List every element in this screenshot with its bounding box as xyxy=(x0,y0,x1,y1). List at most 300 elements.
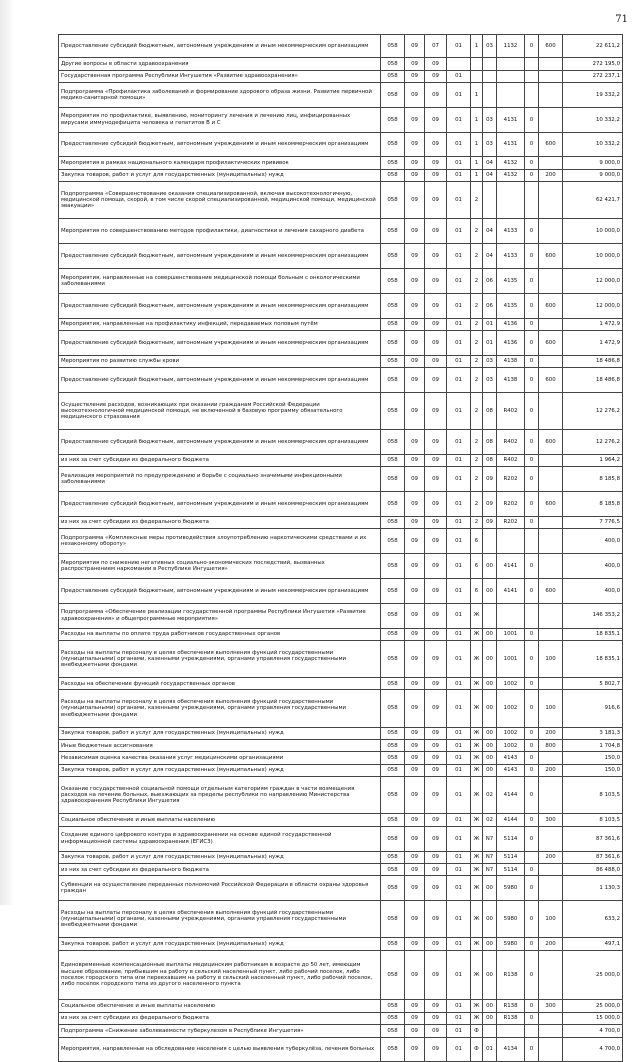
row-p2: Ж xyxy=(471,678,483,690)
row-amount: 15 000,0 xyxy=(563,1012,623,1024)
row-pr: 09 xyxy=(425,1012,447,1024)
row-amount: 1 472,9 xyxy=(563,318,623,330)
row-name: Предоставление субсидий бюджетным, автономным учреждениям и иным некоммерческим организациям xyxy=(59,368,381,393)
row-name: Социальное обеспечение и иные выплаты населению xyxy=(59,814,381,826)
row-p2: Ж xyxy=(471,603,483,628)
row-name: Социальное обеспечение и иные выплаты населению xyxy=(59,1000,381,1012)
row-p3: N7 xyxy=(483,851,497,863)
row-amount: 18 486,8 xyxy=(563,368,623,393)
row-name: Независимая оценка качества оказания услуг медицинскими организациями xyxy=(59,752,381,764)
row-code: 1002 xyxy=(497,678,525,690)
row-pr: 09 xyxy=(425,355,447,367)
row-z xyxy=(525,529,539,554)
row-pr: 09 xyxy=(425,950,447,1000)
row-code: 1001 xyxy=(497,628,525,640)
row-rz: 09 xyxy=(405,107,425,132)
row-p3: 00 xyxy=(483,740,497,752)
row-p1: 01 xyxy=(447,578,471,603)
row-rz: 09 xyxy=(405,851,425,863)
row-kvr: 200 xyxy=(539,851,563,863)
row-p3 xyxy=(483,1025,497,1037)
row-p2 xyxy=(471,58,483,70)
table-row xyxy=(59,578,623,603)
table-row xyxy=(59,268,623,293)
row-p3: 01 xyxy=(483,1037,497,1062)
row-kvr: 200 xyxy=(539,169,563,181)
row-amount: 400,0 xyxy=(563,578,623,603)
row-p1: 01 xyxy=(447,678,471,690)
row-amount: 400,0 xyxy=(563,554,623,579)
row-pr: 09 xyxy=(425,740,447,752)
row-rz: 09 xyxy=(405,467,425,492)
row-code: 4136 xyxy=(497,318,525,330)
row-p3: 08 xyxy=(483,454,497,466)
table-row xyxy=(59,640,623,677)
row-p2: 6 xyxy=(471,554,483,579)
row-p2: Ж xyxy=(471,938,483,950)
row-ved: 058 xyxy=(381,690,405,727)
table-row xyxy=(59,430,623,455)
row-code: R202 xyxy=(497,492,525,517)
row-code: 4131 xyxy=(497,132,525,157)
row-p1: 01 xyxy=(447,169,471,181)
row-p1: 01 xyxy=(447,628,471,640)
row-z: 0 xyxy=(525,764,539,776)
row-ved: 058 xyxy=(381,851,405,863)
row-kvr xyxy=(539,107,563,132)
row-z: 0 xyxy=(525,454,539,466)
row-p1: 01 xyxy=(447,554,471,579)
table-row xyxy=(59,1037,623,1062)
row-p1: 01 xyxy=(447,1037,471,1062)
row-z: 0 xyxy=(525,752,539,764)
row-ved: 058 xyxy=(381,244,405,269)
row-ved: 058 xyxy=(381,603,405,628)
row-p1: 01 xyxy=(447,777,471,814)
row-pr: 09 xyxy=(425,876,447,901)
row-z: 0 xyxy=(525,244,539,269)
row-p1: 01 xyxy=(447,83,471,108)
row-code xyxy=(497,83,525,108)
row-pr: 09 xyxy=(425,169,447,181)
row-pr: 09 xyxy=(425,392,447,429)
row-p2: 2 xyxy=(471,355,483,367)
row-p2: Ж xyxy=(471,640,483,677)
row-rz: 09 xyxy=(405,863,425,875)
row-p2: Ф xyxy=(471,1025,483,1037)
row-kvr xyxy=(539,876,563,901)
row-pr: 09 xyxy=(425,752,447,764)
row-p1: 01 xyxy=(447,70,471,82)
row-ved: 058 xyxy=(381,1012,405,1024)
row-p2: Ж xyxy=(471,901,483,938)
row-ved: 058 xyxy=(381,863,405,875)
row-kvr: 200 xyxy=(539,764,563,776)
row-p3: N7 xyxy=(483,863,497,875)
row-ved: 058 xyxy=(381,70,405,82)
row-p2: 2 xyxy=(471,454,483,466)
row-p3: 02 xyxy=(483,814,497,826)
row-p3: 00 xyxy=(483,640,497,677)
row-name: Предоставление субсидий бюджетным, автономным учреждениям и иным некоммерческим организациям xyxy=(59,293,381,318)
row-kvr: 600 xyxy=(539,368,563,393)
row-p1: 01 xyxy=(447,268,471,293)
row-p1: 01 xyxy=(447,516,471,528)
table-row xyxy=(59,318,623,330)
table-row xyxy=(59,863,623,875)
row-name: Предоставление субсидий бюджетным, автономным учреждениям и иным некоммерческим организациям xyxy=(59,330,381,355)
table-row xyxy=(59,1025,623,1037)
table-row xyxy=(59,107,623,132)
row-name: Предоставление субсидий бюджетным, автономным учреждениям и иным некоммерческим организациям xyxy=(59,578,381,603)
row-rz: 09 xyxy=(405,950,425,1000)
row-rz: 09 xyxy=(405,690,425,727)
row-rz: 09 xyxy=(405,330,425,355)
table-row xyxy=(59,330,623,355)
row-kvr: 600 xyxy=(539,244,563,269)
row-kvr xyxy=(539,554,563,579)
row-p3: N7 xyxy=(483,826,497,851)
row-kvr xyxy=(539,454,563,466)
row-p1 xyxy=(447,58,471,70)
row-amount: 272 195,0 xyxy=(563,58,623,70)
row-name: Расходы на обеспечение функций государственных органов xyxy=(59,678,381,690)
row-rz: 09 xyxy=(405,454,425,466)
row-p2: 6 xyxy=(471,529,483,554)
row-ved: 058 xyxy=(381,35,405,58)
row-code: R202 xyxy=(497,467,525,492)
row-z: 0 xyxy=(525,578,539,603)
row-name: из них за счет субсидии из федерального бюджета xyxy=(59,863,381,875)
row-rz: 09 xyxy=(405,392,425,429)
row-ved: 058 xyxy=(381,1000,405,1012)
row-name: Закупка товаров, работ и услуг для государственных (муниципальных) нужд xyxy=(59,169,381,181)
row-amount: 18 835,1 xyxy=(563,640,623,677)
row-amount: 5 802,7 xyxy=(563,678,623,690)
table-row xyxy=(59,554,623,579)
row-kvr: 600 xyxy=(539,35,563,58)
row-name: Подпрограмма «Совершенствование оказания специализированной, включая высокотехнологичную, медицинской помощи, скорой, в том числе скорой специализированной, медицинской помощи, медицинской эвакуации» xyxy=(59,182,381,219)
row-rz: 09 xyxy=(405,764,425,776)
row-z: 0 xyxy=(525,368,539,393)
row-name: Оказание государственной социальной помощи отдельным категориям граждан в части возмещения расходов на лечение больных, выезжающих за пределы республики по направлению Министерства здравоохранения Республики Ингушетия xyxy=(59,777,381,814)
row-p3: 03 xyxy=(483,355,497,367)
row-ved: 058 xyxy=(381,740,405,752)
row-p3: 04 xyxy=(483,244,497,269)
row-code: 4132 xyxy=(497,169,525,181)
row-name: Мероприятия, направленные на обследование населения с целью выявления туберкулёза, лечения больных xyxy=(59,1037,381,1062)
row-p1: 01 xyxy=(447,764,471,776)
row-p3 xyxy=(483,182,497,219)
row-kvr: 100 xyxy=(539,901,563,938)
row-ved: 058 xyxy=(381,467,405,492)
row-p3: 00 xyxy=(483,554,497,579)
row-pr: 09 xyxy=(425,368,447,393)
row-kvr xyxy=(539,516,563,528)
row-p1: 01 xyxy=(447,603,471,628)
row-kvr xyxy=(539,752,563,764)
row-ved: 058 xyxy=(381,516,405,528)
row-p1: 01 xyxy=(447,863,471,875)
row-ved: 058 xyxy=(381,355,405,367)
table-row xyxy=(59,529,623,554)
row-z xyxy=(525,851,539,863)
row-p3: 06 xyxy=(483,268,497,293)
row-kvr xyxy=(539,70,563,82)
row-amount: 62 421,7 xyxy=(563,182,623,219)
row-rz: 09 xyxy=(405,901,425,938)
row-pr: 09 xyxy=(425,529,447,554)
row-p1: 01 xyxy=(447,1012,471,1024)
row-code: 5980 xyxy=(497,901,525,938)
row-z xyxy=(525,182,539,219)
row-pr: 09 xyxy=(425,1037,447,1062)
row-pr: 09 xyxy=(425,293,447,318)
row-pr: 09 xyxy=(425,318,447,330)
row-p2: Ф xyxy=(471,1037,483,1062)
row-p1: 01 xyxy=(447,157,471,169)
row-z: 0 xyxy=(525,554,539,579)
row-amount: 25 000,0 xyxy=(563,1000,623,1012)
row-p3: 00 xyxy=(483,938,497,950)
row-kvr xyxy=(539,355,563,367)
row-rz: 09 xyxy=(405,740,425,752)
table-row xyxy=(59,70,623,82)
row-p1: 01 xyxy=(447,293,471,318)
table-row xyxy=(59,727,623,739)
table-row xyxy=(59,83,623,108)
row-pr: 09 xyxy=(425,938,447,950)
row-pr: 09 xyxy=(425,901,447,938)
row-p3: 00 xyxy=(483,628,497,640)
row-z: 0 xyxy=(525,950,539,1000)
row-ved: 058 xyxy=(381,826,405,851)
row-ved: 058 xyxy=(381,678,405,690)
row-p2: 2 xyxy=(471,219,483,244)
row-amount: 9 000,0 xyxy=(563,169,623,181)
table-row xyxy=(59,368,623,393)
row-kvr xyxy=(539,863,563,875)
row-p3 xyxy=(483,83,497,108)
row-rz: 09 xyxy=(405,1037,425,1062)
row-code: 1002 xyxy=(497,690,525,727)
row-name: Предоставление субсидий бюджетным, автономным учреждениям и иным некоммерческим организациям xyxy=(59,430,381,455)
row-p3: 09 xyxy=(483,467,497,492)
row-kvr xyxy=(539,1025,563,1037)
scan-edge-shadow xyxy=(0,0,14,905)
row-code xyxy=(497,603,525,628)
row-rz: 09 xyxy=(405,430,425,455)
row-amount: 8 103,5 xyxy=(563,814,623,826)
row-name: Расходы на выплаты персоналу в целях обеспечения выполнения функций государственными (муниципальными) органами, казенными учреждениями, органами управления государственными внебюджетными фондами xyxy=(59,690,381,727)
row-kvr xyxy=(539,529,563,554)
row-ved: 058 xyxy=(381,83,405,108)
row-pr: 09 xyxy=(425,727,447,739)
row-p1: 01 xyxy=(447,132,471,157)
row-pr: 09 xyxy=(425,814,447,826)
row-rz: 09 xyxy=(405,355,425,367)
row-rz: 09 xyxy=(405,529,425,554)
row-ved: 058 xyxy=(381,454,405,466)
row-z: 0 xyxy=(525,516,539,528)
row-ved: 058 xyxy=(381,554,405,579)
row-p2: 2 xyxy=(471,492,483,517)
row-amount: 10 000,0 xyxy=(563,244,623,269)
row-p3: 03 xyxy=(483,368,497,393)
row-code: 4131 xyxy=(497,107,525,132)
row-z: 0 xyxy=(525,318,539,330)
table-row xyxy=(59,678,623,690)
row-p1: 01 xyxy=(447,529,471,554)
row-p3: 00 xyxy=(483,690,497,727)
row-p2: 1 xyxy=(471,83,483,108)
row-p3 xyxy=(483,70,497,82)
row-kvr xyxy=(539,777,563,814)
row-z: 0 xyxy=(525,330,539,355)
row-name: Другие вопросы в области здравоохранения xyxy=(59,58,381,70)
row-name: Мероприятия, направленные на совершенствование медицинской помощи больным с онкологическими заболеваниями xyxy=(59,268,381,293)
row-pr: 09 xyxy=(425,219,447,244)
row-ved: 058 xyxy=(381,628,405,640)
row-kvr xyxy=(539,1037,563,1062)
row-amount: 22 611,2 xyxy=(563,35,623,58)
table-row xyxy=(59,814,623,826)
row-ved: 058 xyxy=(381,578,405,603)
table-row xyxy=(59,58,623,70)
row-p3: 04 xyxy=(483,219,497,244)
row-rz: 09 xyxy=(405,603,425,628)
row-p1: 01 xyxy=(447,467,471,492)
row-p2: Ж xyxy=(471,851,483,863)
row-code xyxy=(497,529,525,554)
row-code: 5980 xyxy=(497,938,525,950)
row-pr: 09 xyxy=(425,244,447,269)
row-kvr: 300 xyxy=(539,814,563,826)
row-code: 5980 xyxy=(497,876,525,901)
row-z: 0 xyxy=(525,430,539,455)
row-p1: 01 xyxy=(447,640,471,677)
row-z: 0 xyxy=(525,219,539,244)
row-pr: 09 xyxy=(425,157,447,169)
row-name: Расходы на выплаты по оплате труда работников государственных органов xyxy=(59,628,381,640)
row-name: из них за счет субсидии из федерального бюджета xyxy=(59,1012,381,1024)
table-row xyxy=(59,603,623,628)
row-p2: 2 xyxy=(471,392,483,429)
row-kvr xyxy=(539,268,563,293)
row-code: R138 xyxy=(497,1000,525,1012)
row-kvr xyxy=(539,1012,563,1024)
row-code xyxy=(497,182,525,219)
row-name: Создание единого цифрового контура в здравоохранении на основе единой государственной информационной системы здравоохранения (ЕГИСЗ) xyxy=(59,826,381,851)
row-pr: 09 xyxy=(425,516,447,528)
row-kvr xyxy=(539,467,563,492)
row-pr: 09 xyxy=(425,690,447,727)
row-ved: 058 xyxy=(381,392,405,429)
row-rz: 09 xyxy=(405,70,425,82)
row-p3: 00 xyxy=(483,1000,497,1012)
row-rz: 09 xyxy=(405,752,425,764)
row-p3: 01 xyxy=(483,330,497,355)
row-p1: 01 xyxy=(447,492,471,517)
table-row xyxy=(59,851,623,863)
row-code: 4141 xyxy=(497,578,525,603)
row-rz: 09 xyxy=(405,368,425,393)
row-pr: 09 xyxy=(425,1000,447,1012)
table-row xyxy=(59,35,623,58)
row-name: Мероприятия по развитию службы крови xyxy=(59,355,381,367)
row-p2: Ж xyxy=(471,1012,483,1024)
row-rz: 09 xyxy=(405,58,425,70)
row-ved: 058 xyxy=(381,157,405,169)
row-p3: 04 xyxy=(483,157,497,169)
row-z: 0 xyxy=(525,640,539,677)
row-code: 4135 xyxy=(497,268,525,293)
row-rz: 09 xyxy=(405,640,425,677)
row-pr: 09 xyxy=(425,851,447,863)
row-rz: 09 xyxy=(405,244,425,269)
row-p1: 01 xyxy=(447,355,471,367)
table-row xyxy=(59,293,623,318)
row-ved: 058 xyxy=(381,182,405,219)
row-z xyxy=(525,70,539,82)
table-row xyxy=(59,516,623,528)
row-ved: 058 xyxy=(381,640,405,677)
row-z xyxy=(525,83,539,108)
row-name: Расходы на выплаты персоналу в целях обеспечения выполнения функций государственными (муниципальными) органами, казенными учреждениями, органами управления государственными внебюджетными фондами xyxy=(59,640,381,677)
row-name: Расходы на выплаты персоналу в целях обеспечения выполнения функций государственными (муниципальными) органами, казенными учреждениями, органами управления государственными внебюджетными фондами xyxy=(59,901,381,938)
row-p3: 09 xyxy=(483,516,497,528)
row-ved: 058 xyxy=(381,529,405,554)
row-amount: 10 000,0 xyxy=(563,219,623,244)
row-p1: 01 xyxy=(447,454,471,466)
row-p3: 03 xyxy=(483,132,497,157)
row-name: Мероприятия по профилактике, выявлению, мониторингу лечения и лечению лиц, инфицированных вирусами иммунодефицита человека и гепатитов В и С xyxy=(59,107,381,132)
row-code: 1001 xyxy=(497,640,525,677)
row-p2: 2 xyxy=(471,318,483,330)
row-code xyxy=(497,58,525,70)
row-name: Реализация мероприятий по предупреждению и борьбе с социально значимыми инфекционными заболеваниями xyxy=(59,467,381,492)
row-name: Иные бюджетные ассигнования xyxy=(59,740,381,752)
row-code: 4144 xyxy=(497,777,525,814)
row-ved: 058 xyxy=(381,169,405,181)
row-name: Предоставление субсидий бюджетным, автономным учреждениям и иным некоммерческим организациям xyxy=(59,244,381,269)
row-ved: 058 xyxy=(381,107,405,132)
row-rz: 09 xyxy=(405,1025,425,1037)
row-rz: 09 xyxy=(405,219,425,244)
row-amount: 12 000,0 xyxy=(563,293,623,318)
table-row xyxy=(59,950,623,1000)
row-pr: 09 xyxy=(425,268,447,293)
row-pr: 09 xyxy=(425,640,447,677)
row-amount: 9 000,0 xyxy=(563,157,623,169)
row-p1: 01 xyxy=(447,392,471,429)
row-p2: 6 xyxy=(471,578,483,603)
row-p2: 1 xyxy=(471,169,483,181)
row-z xyxy=(525,1025,539,1037)
row-ved: 058 xyxy=(381,293,405,318)
row-code: R402 xyxy=(497,430,525,455)
row-p2: 2 xyxy=(471,516,483,528)
table-row xyxy=(59,938,623,950)
row-p1: 01 xyxy=(447,826,471,851)
row-p3: 00 xyxy=(483,764,497,776)
row-kvr: 200 xyxy=(539,938,563,950)
row-p2: 2 xyxy=(471,293,483,318)
row-p1: 01 xyxy=(447,1000,471,1012)
row-p1: 01 xyxy=(447,330,471,355)
row-p1: 01 xyxy=(447,690,471,727)
row-z: 0 xyxy=(525,938,539,950)
